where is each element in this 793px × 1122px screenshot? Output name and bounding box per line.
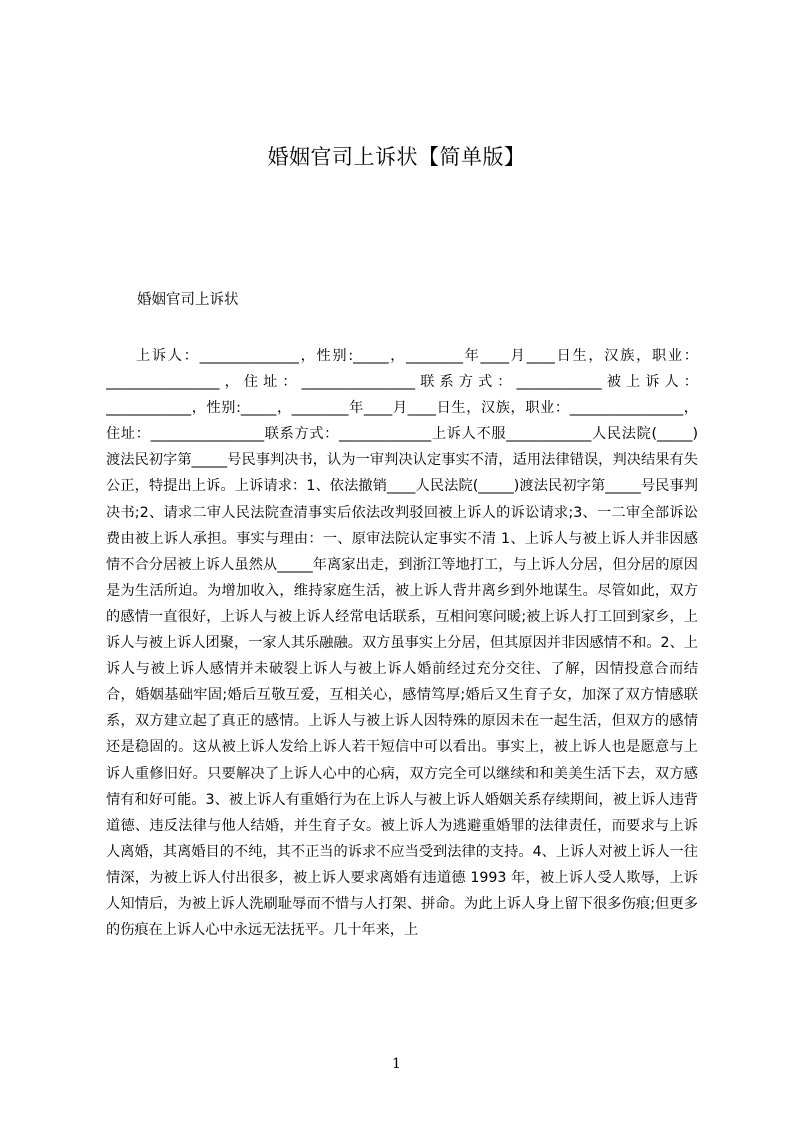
body-paragraph: 上诉人：______________，性别:_____，________年____月____日生，汉族，职业：________________，住址：________________联系方式：____________被上诉人：____________，性别:_____，________年____月____日生，汉族，职业：________________，住址：________________联系方式：_____________上诉人不服____________人民法院(_____)渡法民初字第_____号民事判决书，认为一审判决认定事实不清，适用法律错误，判决结果有失公正，特提出上诉。上诉请求：1、依法撤销____人民法院(_____)渡法民初字第_____号民事判决书;2、请求二审人民法院查清事实后依法改判驳回被上诉人的诉讼请求;3、一二审全部诉讼费由被上诉人承担。事实与理由：一、原审法院认定事实不清 1、上诉人与被上诉人并非因感情不合分居被上诉人虽然从_____年离家出走，到浙江等地打工，与上诉人分居，但分居的原因是为生活所迫。为增加收入，维持家庭生活，被上诉人背井离乡到外地谋生。尽管如此，双方的感情一直很好，上诉人与被上诉人经常电话联系，互相问寒问暖;被上诉人打工回到家乡，上诉人与被上诉人团聚，一家人其乐融融。双方虽事实上分居，但其原因并非因感情不和。2、上诉人与被上诉人感情并未破裂上诉人与被上诉人婚前经过充分交往、了解，因情投意合而结合，婚姻基础牢固;婚后互敬互爱，互相关心，感情笃厚;婚后又生育子女，加深了双方情感联系，双方建立起了真正的感情。上诉人与被上诉人因特殊的原因未在一起生活，但双方的感情还是稳固的。这从被上诉人发给上诉人若干短信中可以看出。事实上，被上诉人也是愿意与上诉人重修旧好。只要解决了上诉人心中的心病，双方完全可以继续和和美美生活下去，双方感情有和好可能。3、被上诉人有重婚行为在上诉人与被上诉人婚姻关系存续期间，被上诉人违背道德、违反法律与他人结婚，并生育子女。被上诉人为逃避重婚罪的法律责任，而要求与上诉人离婚，其离婚目的不纯，其不正当的诉求不应当受到法律的支持。4、上诉人对被上诉人一往情深，为被上诉人付出很多，被上诉人要求离婚有违道德 1993 年，被上诉人受人欺辱，上诉人知情后，为被上诉人洗刷耻辱而不惜与人打架、拼命。为此上诉人身上留下很多伤痕;但更多的伤痕在上诉人心中永远无法抚平。几十年来，上	[106, 348, 698, 939]
page-title: 婚姻官司上诉状【简单版】	[267, 145, 526, 169]
page-number: 1	[392, 1056, 401, 1072]
document-subheading: 婚姻官司上诉状	[137, 292, 239, 308]
